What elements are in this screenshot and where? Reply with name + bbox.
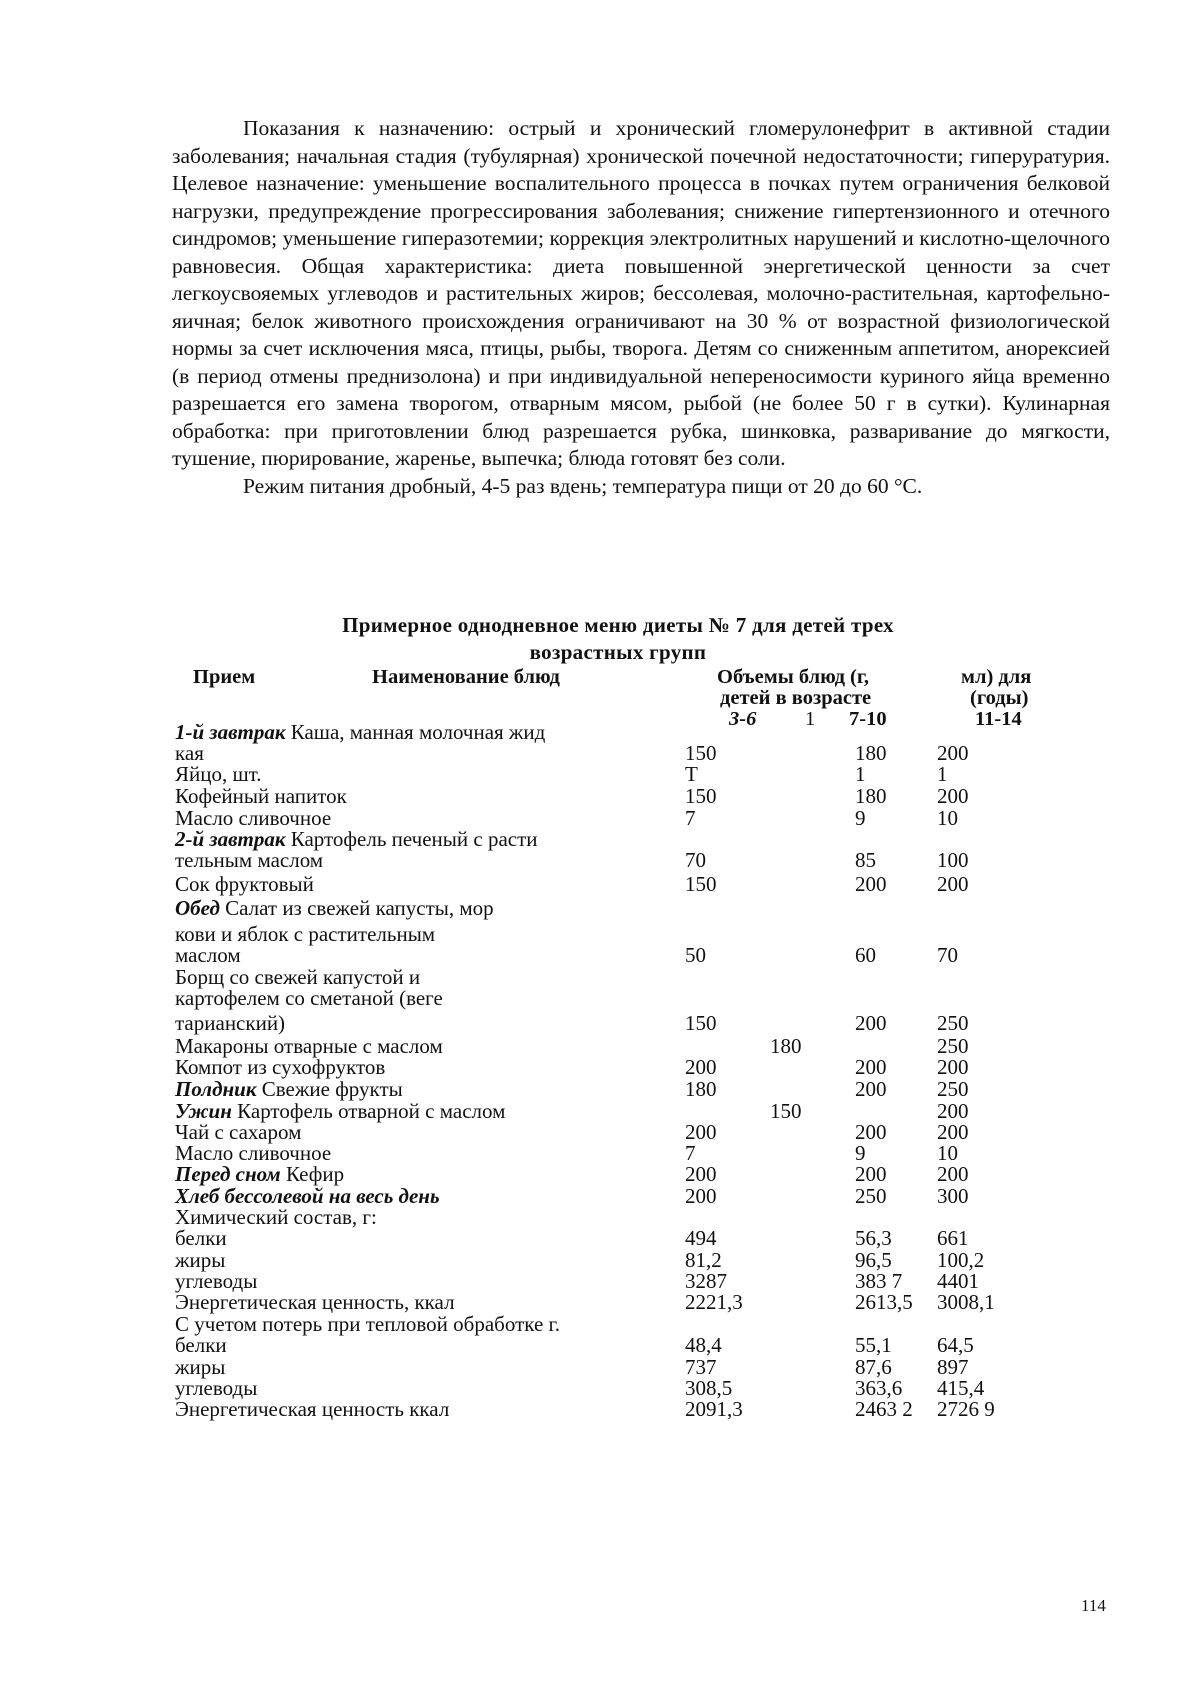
meal-label: 1-й завтрак <box>175 720 286 744</box>
value-age-11-14: 70 <box>937 943 958 967</box>
value-age-7-10: 180 <box>855 784 887 808</box>
value-age-3-6: 494 <box>685 1226 717 1250</box>
dish-text: Кефир <box>280 1162 345 1186</box>
header-meal: Прием <box>193 666 256 688</box>
value-age-7-10: 1 <box>855 762 866 786</box>
value-age-11-14: 3008,1 <box>937 1290 995 1314</box>
page-number: 114 <box>1081 1596 1106 1615</box>
header-volume-line-2: детей в возрасте <box>720 687 872 709</box>
dish-text: Масло сливочное <box>175 1141 332 1165</box>
dish-text: Химический состав, г: <box>175 1205 377 1229</box>
dish-text: кови и яблок с растительным <box>175 922 436 946</box>
intro-paragraph-2: Режим питания дробный, 4-5 раз вдень; температура пищи от 20 до 60 °С. <box>243 473 923 498</box>
dish-text: Картофель печеный с расти <box>285 827 538 851</box>
value-age-3-6: 200 <box>685 1055 717 1079</box>
value-age-7-10: 200 <box>855 1077 887 1101</box>
header-age-7-10: 7-10 <box>849 708 887 730</box>
dish-text: С учетом потерь при тепловой обработке г. <box>175 1312 561 1336</box>
value-age-3-6: 70 <box>685 848 706 872</box>
dish-text: картофелем со сметаной (веге <box>175 986 443 1010</box>
value-age-7-10: 60 <box>855 943 876 967</box>
dish-name <box>175 848 323 873</box>
value-merged-3-10: 180 <box>770 1034 802 1058</box>
dish-name <box>175 720 545 745</box>
value-age-7-10: 180 <box>855 741 887 765</box>
value-age-7-10: 55,1 <box>855 1333 892 1357</box>
header-age-3-6: 3-6 <box>729 708 757 730</box>
value-age-11-14: 10 <box>937 806 958 830</box>
value-age-11-14: 10 <box>937 1141 958 1165</box>
table-title-line-2: возрастных групп <box>529 640 707 664</box>
meal-label: 2-й завтрак <box>175 827 286 851</box>
value-age-3-6: 150 <box>685 872 717 896</box>
value-age-11-14: 897 <box>937 1355 969 1379</box>
dish-text: Масло сливочное <box>175 806 332 830</box>
value-age-3-6: 180 <box>685 1077 717 1101</box>
value-age-7-10: 87,6 <box>855 1355 892 1379</box>
meal-label: Ужин <box>175 1099 232 1123</box>
value-age-3-6: 308,5 <box>685 1376 733 1400</box>
value-age-3-6: 2091,3 <box>685 1397 743 1421</box>
value-age-3-6: 48,4 <box>685 1333 722 1357</box>
table-title-line-1: Примерное однодневное меню диеты № 7 для детей трех <box>342 613 894 637</box>
value-age-11-14: 2726 9 <box>937 1397 995 1421</box>
dish-text: Энергетическая ценность ккал <box>175 1397 450 1421</box>
meal-label: Обед <box>175 896 220 920</box>
header-dish: Наименование блюд <box>372 666 560 688</box>
dish-text: тельным маслом <box>175 848 324 872</box>
value-age-7-10: 85 <box>855 848 876 872</box>
dish-text: Энергетическая ценность, ккал <box>175 1290 455 1314</box>
value-age-3-6: 2221,3 <box>685 1290 743 1314</box>
value-age-11-14: 415,4 <box>937 1376 985 1400</box>
value-age-7-10: 2613,5 <box>855 1290 913 1314</box>
header-ml-line-1: мл) для <box>961 666 1032 688</box>
value-age-11-14: 1 <box>937 762 948 786</box>
dish-name <box>175 1312 560 1337</box>
dish-text: тарианский) <box>175 1011 286 1035</box>
meal-label: Полдник <box>175 1077 257 1101</box>
dish-text: белки <box>175 1333 227 1357</box>
value-age-11-14: 4401 <box>937 1269 979 1293</box>
value-age-7-10: 200 <box>855 1011 887 1035</box>
value-age-11-14: 250 <box>937 1034 969 1058</box>
header-ml-line-2: (годы) <box>970 687 1029 709</box>
value-age-11-14: 100,2 <box>937 1248 985 1272</box>
dish-text: Борщ со свежей капустой и <box>175 965 421 989</box>
meal-label: Хлеб бессолевой на весь день <box>175 1184 440 1208</box>
table-title <box>260 612 976 666</box>
dish-text: Свежие фрукты <box>256 1077 403 1101</box>
dish-name <box>175 896 494 921</box>
value-age-3-6: 200 <box>685 1162 717 1186</box>
header-age-11-14: 11-14 <box>975 708 1022 730</box>
intro-text <box>172 115 1110 500</box>
dish-text: углеводы <box>175 1269 258 1293</box>
value-age-11-14: 200 <box>937 872 969 896</box>
value-age-7-10: 200 <box>855 1162 887 1186</box>
dish-name <box>175 986 443 1011</box>
dish-name <box>175 1397 449 1422</box>
value-age-3-6: Т <box>685 762 698 786</box>
value-age-11-14: 200 <box>937 1120 969 1144</box>
value-age-11-14: 200 <box>937 784 969 808</box>
dish-text: маслом <box>175 943 241 967</box>
dish-text: жиры <box>175 1248 226 1272</box>
value-age-7-10: 96,5 <box>855 1248 892 1272</box>
dish-text: Каша, манная молочная жид <box>285 720 546 744</box>
value-merged-3-10: 150 <box>770 1099 802 1123</box>
header-volume-line-1: Объемы блюд (г, <box>717 666 870 688</box>
value-age-7-10: 200 <box>855 1055 887 1079</box>
value-age-7-10: 2463 2 <box>855 1397 913 1421</box>
dish-text: Чай с сахаром <box>175 1120 302 1144</box>
dish-text: жиры <box>175 1355 226 1379</box>
intro-paragraph-1: Показания к назначению: острый и хронический гломерулонефрит в активной стадии заболевания; начальная стадия (тубулярная) хронической почечной недостаточности; гиперуратурия. Целевое назначение: уменьшение воспалительного процесса в почках путем ограничения белковой нагрузки, предупреждение прогрессирования заболевания; снижение гипертензионного и отечного синдромов; уменьшение гиперазотемии; коррекция электролитных нарушений и кислотно-щелочного равновесия. Общая характеристика: диета повышенной энергетической ценности за счет легкоусвояемых углеводов и растительных жиров; бессолевая, молочно-растительная, картофельно-яичная; белок животного происхождения ограничивают на 30 % от возрастной физиологической нормы за счет исключения мяса, птицы, рыбы, творога. Детям со сниженным аппетитом, анорексией (в период отмены преднизолона) и при индивидуальной непереносимости куриного яйца временно разрешается его замена творогом, отварным мясом, рыбой (не более 50 г в сутки). Кулинарная обработка: при приготовлении блюд разрешается рубка, шинковка, разваривание до мягкости, тушение, пюрирование, жаренье, выпечка; блюда готовят без соли. <box>172 116 1110 470</box>
value-age-3-6: 150 <box>685 1011 717 1035</box>
dish-text: Кофейный напиток <box>175 784 347 808</box>
value-age-3-6: 3287 <box>685 1269 727 1293</box>
value-age-11-14: 250 <box>937 1077 969 1101</box>
value-age-7-10: 383 7 <box>855 1269 903 1293</box>
meal-label: Перед сном <box>175 1162 281 1186</box>
value-age-3-6: 150 <box>685 741 717 765</box>
value-age-7-10: 9 <box>855 806 866 830</box>
value-age-11-14: 300 <box>937 1184 969 1208</box>
dish-name <box>175 1011 285 1036</box>
value-age-11-14: 200 <box>937 1099 969 1123</box>
value-age-7-10: 9 <box>855 1141 866 1165</box>
value-age-11-14: 200 <box>937 741 969 765</box>
dish-text: Яйцо, шт. <box>175 762 262 786</box>
dish-name <box>175 872 314 897</box>
value-age-7-10: 200 <box>855 872 887 896</box>
value-age-3-6: 150 <box>685 784 717 808</box>
value-age-11-14: 64,5 <box>937 1333 974 1357</box>
value-age-11-14: 200 <box>937 1162 969 1186</box>
dish-text: Салат из свежей капусты, мор <box>219 896 494 920</box>
value-age-3-6: 200 <box>685 1184 717 1208</box>
value-age-7-10: 200 <box>855 1120 887 1144</box>
value-age-11-14: 100 <box>937 848 969 872</box>
dish-text: Сок фруктовый <box>175 872 314 896</box>
value-age-3-6: 200 <box>685 1120 717 1144</box>
value-age-7-10: 363,6 <box>855 1376 903 1400</box>
value-age-3-6: 737 <box>685 1355 717 1379</box>
value-age-11-14: 250 <box>937 1011 969 1035</box>
dish-text: Макароны отварные с маслом <box>175 1034 443 1058</box>
value-age-7-10: 250 <box>855 1184 887 1208</box>
value-age-3-6: 50 <box>685 943 706 967</box>
dish-text: Компот из сухофруктов <box>175 1055 386 1079</box>
value-age-7-10: 56,3 <box>855 1226 892 1250</box>
header-age-separator: 1 <box>805 708 816 730</box>
value-age-3-6: 81,2 <box>685 1248 722 1272</box>
value-age-11-14: 661 <box>937 1226 969 1250</box>
value-age-3-6: 7 <box>685 806 696 830</box>
dish-text: кая <box>175 741 204 765</box>
value-age-11-14: 200 <box>937 1055 969 1079</box>
dish-text: Картофель отварной с маслом <box>231 1099 506 1123</box>
dish-text: белки <box>175 1226 227 1250</box>
dish-text: углеводы <box>175 1376 258 1400</box>
value-age-3-6: 7 <box>685 1141 696 1165</box>
